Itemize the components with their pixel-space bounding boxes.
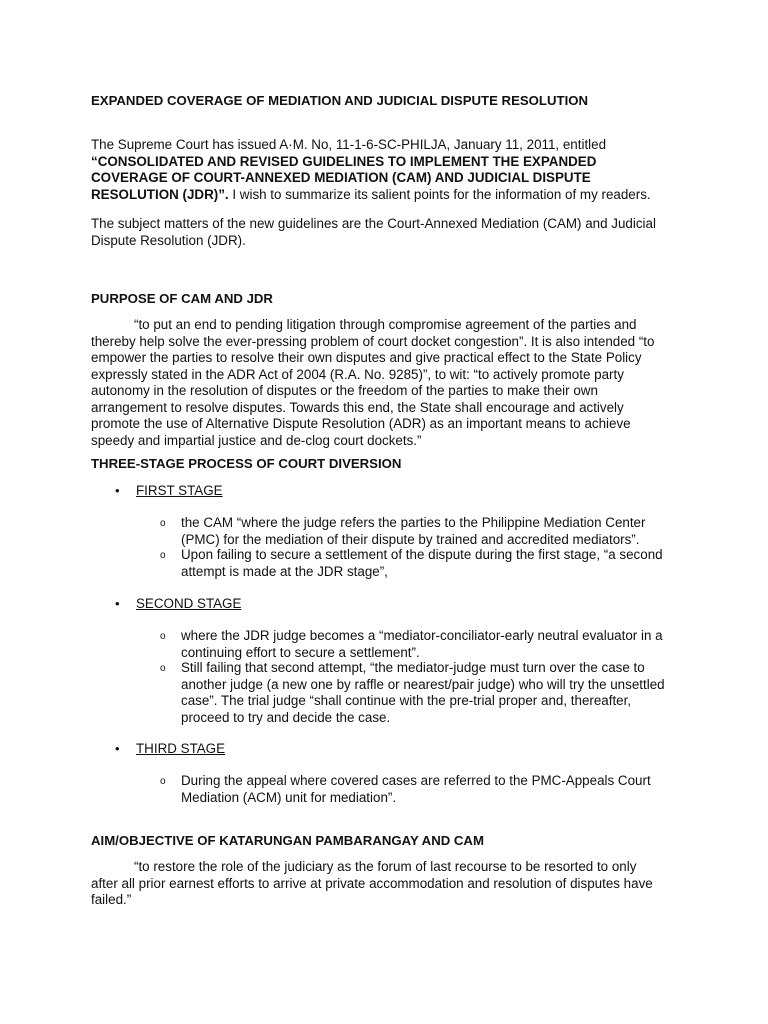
stage-label-second: SECOND STAGE bbox=[136, 596, 242, 611]
intro-text-2: I wish to summarize its salient points for the information of my readers. bbox=[228, 186, 651, 202]
process-heading: THREE-STAGE PROCESS OF COURT DIVERSION bbox=[91, 456, 402, 471]
stage-item-text: the CAM “where the judge refers the parties to the Philippine Mediation Center (PMC) for the mediation of their dispute by trained and accredited mediators”. bbox=[181, 515, 646, 547]
bullet-icon: • bbox=[115, 483, 120, 498]
stage-item-text: Upon failing to secure a settlement of the dispute during the first stage, “a second attempt is made at the JDR stage”, bbox=[181, 547, 663, 579]
purpose-heading: PURPOSE OF CAM AND JDR bbox=[91, 291, 273, 306]
guidelines-title: “CONSOLIDATED AND REVISED GUIDELINES TO IMPLEMENT THE EXPANDED COVERAGE OF COURT-ANNEXED MEDIATION (CAM) AND JUDICIAL DISPUTE RESOLUTION (JDR)”. bbox=[91, 153, 597, 202]
subject-paragraph: The subject matters of the new guidelines are the Court-Annexed Mediation (CAM) and Judicial Dispute Resolution (JDR). bbox=[91, 216, 656, 248]
stage-item-text: Still failing that second attempt, “the mediator-judge must turn over the case to another judge (a new one by raffle or nearest/pair judge) who will try the unsettled case”. The trial judge “shall continue with the pre-trial proper and, thereafter, proceed to try and decide the case. bbox=[181, 660, 665, 725]
intro-text-1: The Supreme Court has issued A·M. No, 11-1-6-SC-PHILJA, January 11, 2011, entitled bbox=[91, 137, 607, 152]
bullet-icon: • bbox=[115, 741, 120, 756]
aim-paragraph: “to restore the role of the judiciary as the forum of last recourse to be resorted to only after all prior earnest efforts to arrive at private accommodation and resolution of disputes have failed.” bbox=[91, 859, 653, 907]
circle-bullet-icon: o bbox=[160, 550, 166, 561]
stage-label-first: FIRST STAGE bbox=[136, 483, 223, 498]
document-title: EXPANDED COVERAGE OF MEDIATION AND JUDICIAL DISPUTE RESOLUTION bbox=[91, 93, 589, 108]
circle-bullet-icon: o bbox=[160, 518, 166, 529]
circle-bullet-icon: o bbox=[160, 663, 166, 674]
bullet-icon: • bbox=[115, 596, 120, 611]
circle-bullet-icon: o bbox=[160, 776, 166, 787]
stage-item-text: During the appeal where covered cases are referred to the PMC-Appeals Court Mediation (ACM) unit for mediation”. bbox=[181, 773, 651, 805]
circle-bullet-icon: o bbox=[160, 631, 166, 642]
intro-paragraph bbox=[91, 137, 663, 203]
stage-label-third: THIRD STAGE bbox=[136, 741, 226, 756]
stage-item-text: where the JDR judge becomes a “mediator-conciliator-early neutral evaluator in a continuing effort to secure a settlement”. bbox=[181, 628, 663, 660]
purpose-paragraph: “to put an end to pending litigation through compromise agreement of the parties and thereby help solve the ever-pressing problem of court docket congestion”. It is also intended “to empower the parties to resolve their own disputes and give practical effect to the State Policy expressly stated in the ADR Act of 2004 (R.A. No. 9285)”, to wit: “to actively promote party autonomy in the resolution of disputes or the freedom of the parties to make their own arrangement to resolve disputes. Towards this end, the State shall encourage and actively promote the use of Alternative Dispute Resolution (ADR) as an important means to achieve speedy and impartial justice and de-clog court dockets.” bbox=[91, 317, 655, 448]
aim-heading: AIM/OBJECTIVE OF KATARUNGAN PAMBARANGAY AND CAM bbox=[91, 833, 484, 848]
